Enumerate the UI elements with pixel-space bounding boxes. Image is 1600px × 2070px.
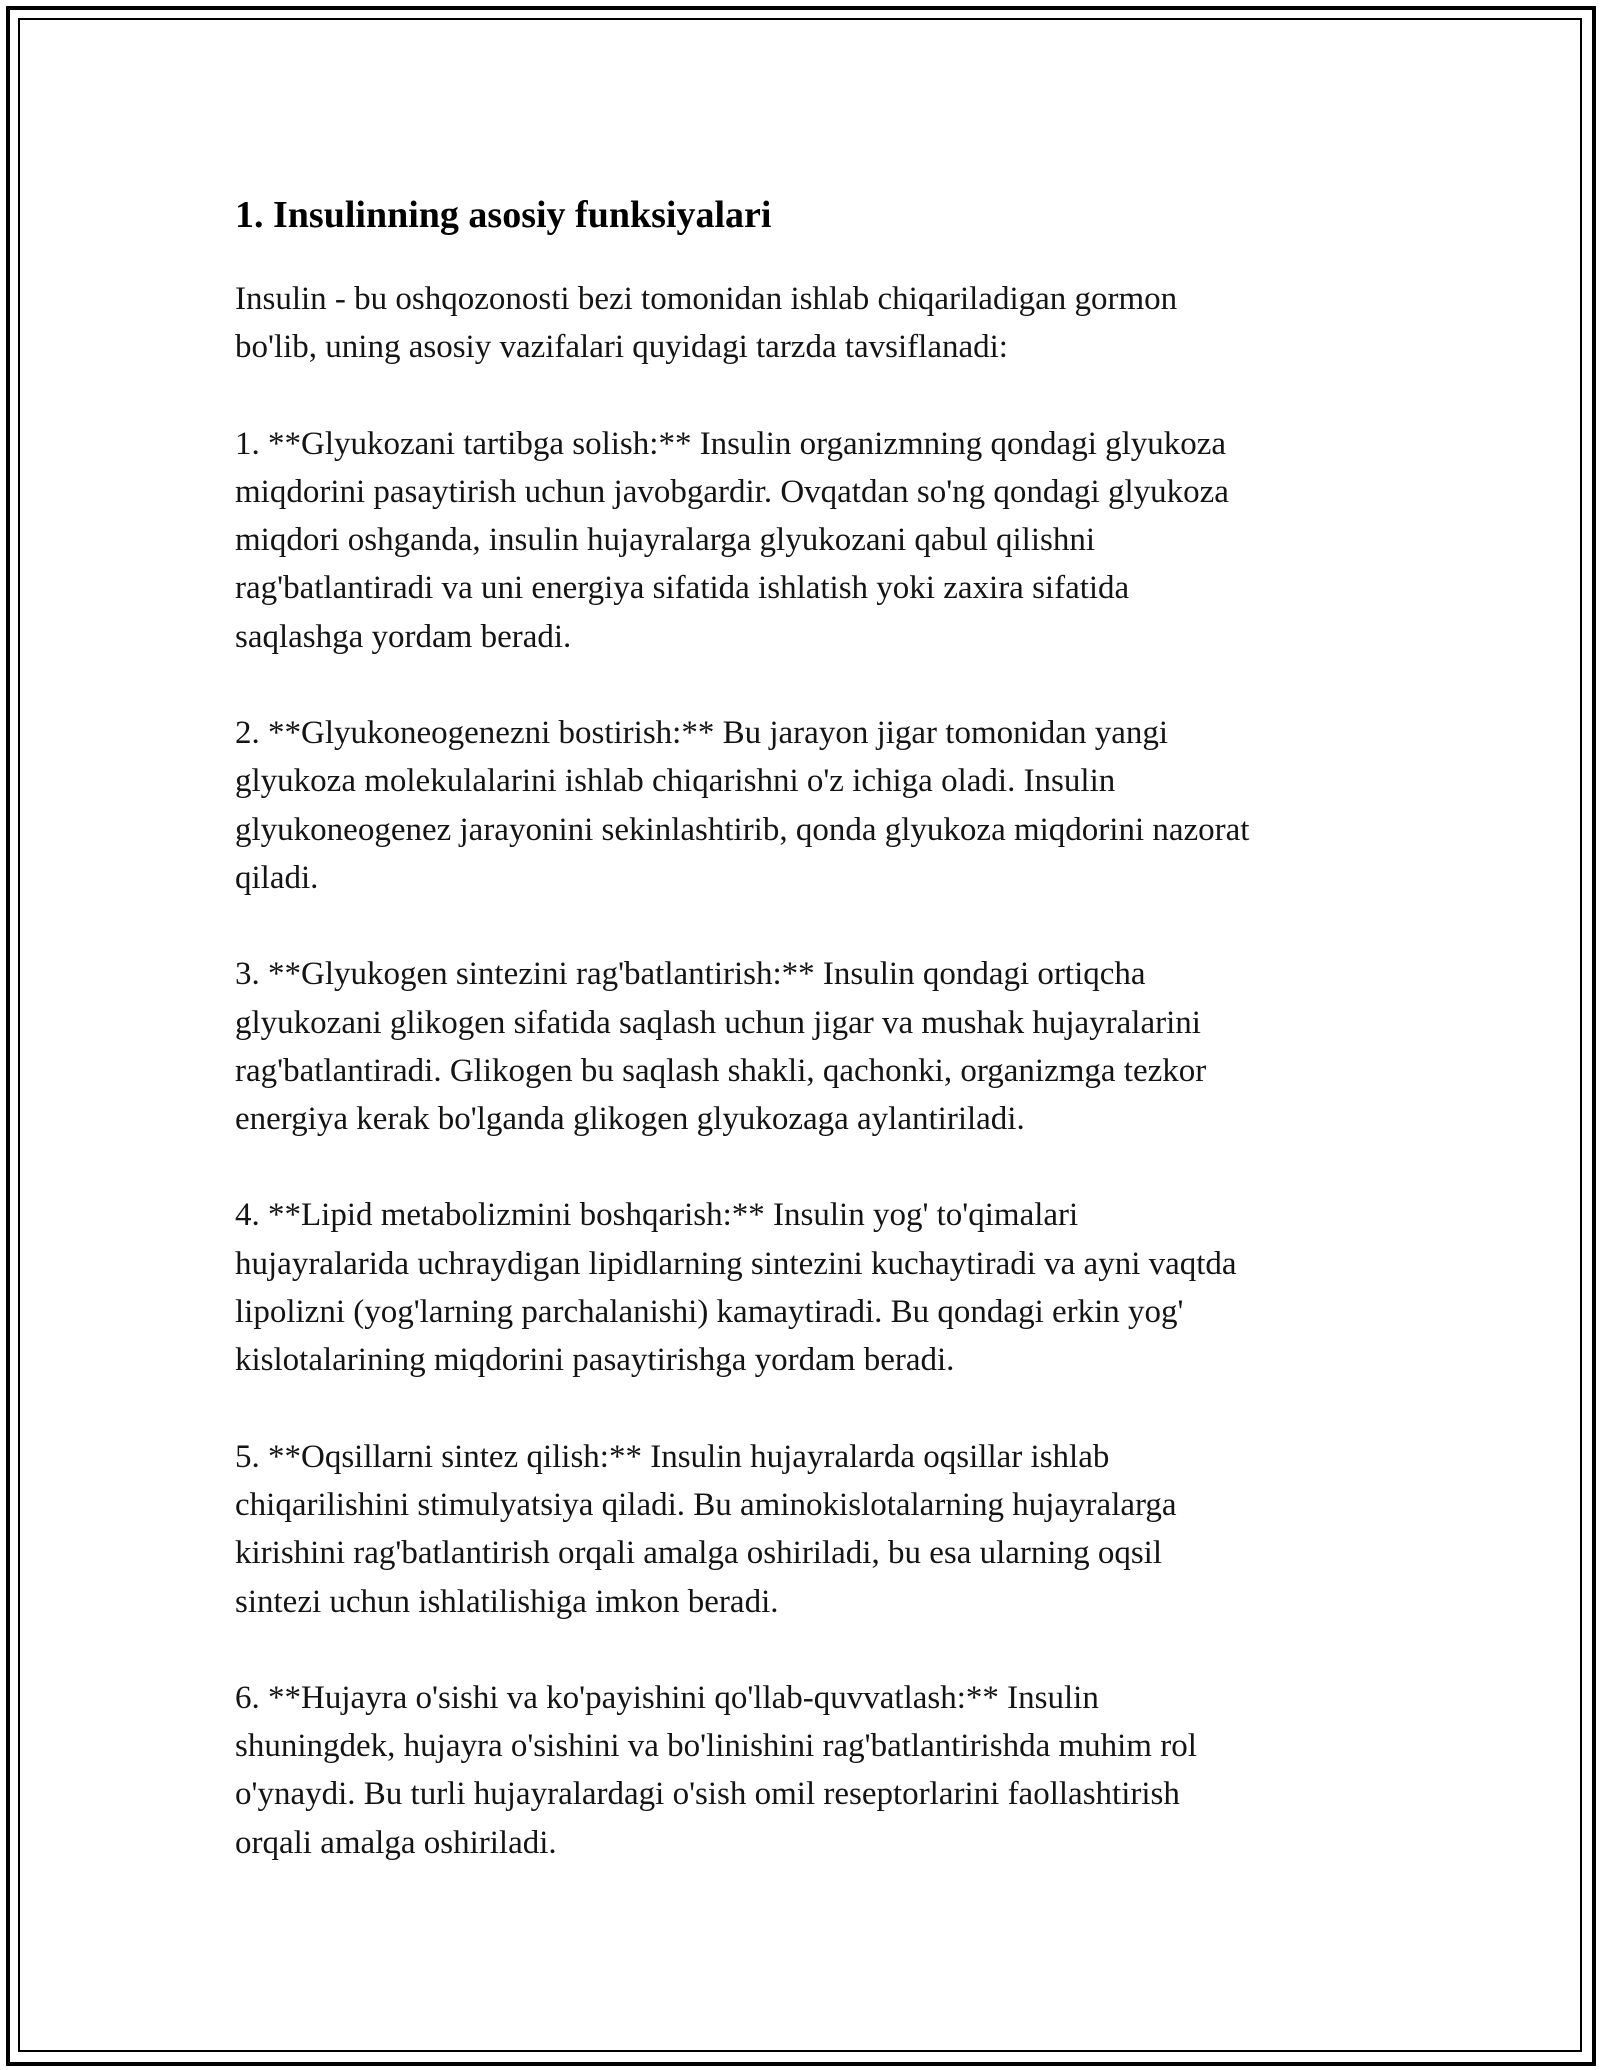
function-item-protein-synthesis: 5. **Oqsillarni sintez qilish:** Insulin hujayralarda oqsillar ishlab chiqarilishini stimulyatsiya qiladi. Bu aminokislotalarning hujayralarga kirishini rag'batlantirish orqali amalga oshiriladi, bu esa ularning oqsil sintezi uchun ishlatilishiga imkon beradi. <box>235 1438 1177 1620</box>
function-item-glycogen-synthesis: 3. **Glyukogen sintezini rag'batlantirish:** Insulin qondagi ortiqcha glyukozani glikogen sifatida saqlash uchun jigar va mushak hujayralarini rag'batlantiradi. Glikogen bu saqlash shakli, qachonki, organizmga tezkor energiya kerak bo'lganda glikogen glyukozaga aylantiriladi. <box>235 956 1207 1138</box>
function-item-cell-growth: 6. **Hujayra o'sishi va ko'payishini qo'llab-quvvatlash:** Insulin shuningdek, hujayra o'sishini va bo'linishini rag'batlantirishda muhim rol o'ynaydi. Bu turli hujayralardagi o'sish omil reseptorlarini faollashtirish orqali amalga oshiriladi. <box>235 1679 1197 1861</box>
document-body <box>235 185 1375 1915</box>
function-item-glucose-regulation: 1. **Glyukozani tartibga solish:** Insulin organizmning qondagi glyukoza miqdorini pasaytirish uchun javobgardir. Ovqatdan so'ng qondagi glyukoza miqdori oshganda, insulin hujayralarga glyukozani qabul qilishni rag'batlantiradi va uni energiya sifatida ishlatish yoki zaxira sifatida saqlashga yordam beradi. <box>235 425 1229 655</box>
function-item-lipid-metabolism: 4. **Lipid metabolizmini boshqarish:** Insulin yog' to'qimalari hujayralarida uchraydigan lipidlarning sintezini kuchaytiradi va ayni vaqtda lipolizni (yog'larning parchalanishi) kamaytiradi. Bu qondagi erkin yog' kislotalarining miqdorini pasaytirishga yordam beradi. <box>235 1197 1237 1379</box>
section-heading: 1. Insulinning asosiy funksiyalari <box>235 194 772 236</box>
function-item-gluconeogenesis: 2. **Glyukoneogenezni bostirish:** Bu jarayon jigar tomonidan yangi glyukoza molekulalarini ishlab chiqarishni o'z ichiga oladi. Insulin glyukoneogenez jarayonini sekinlashtirib, qonda glyukoza miqdorini nazorat qiladi. <box>235 715 1250 896</box>
intro-paragraph: Insulin - bu oshqozonosti bezi tomonidan ishlab chiqariladigan gormon bo'lib, uning asosiy vazifalari quyidagi tarzda tavsiflanadi: <box>235 281 1178 366</box>
